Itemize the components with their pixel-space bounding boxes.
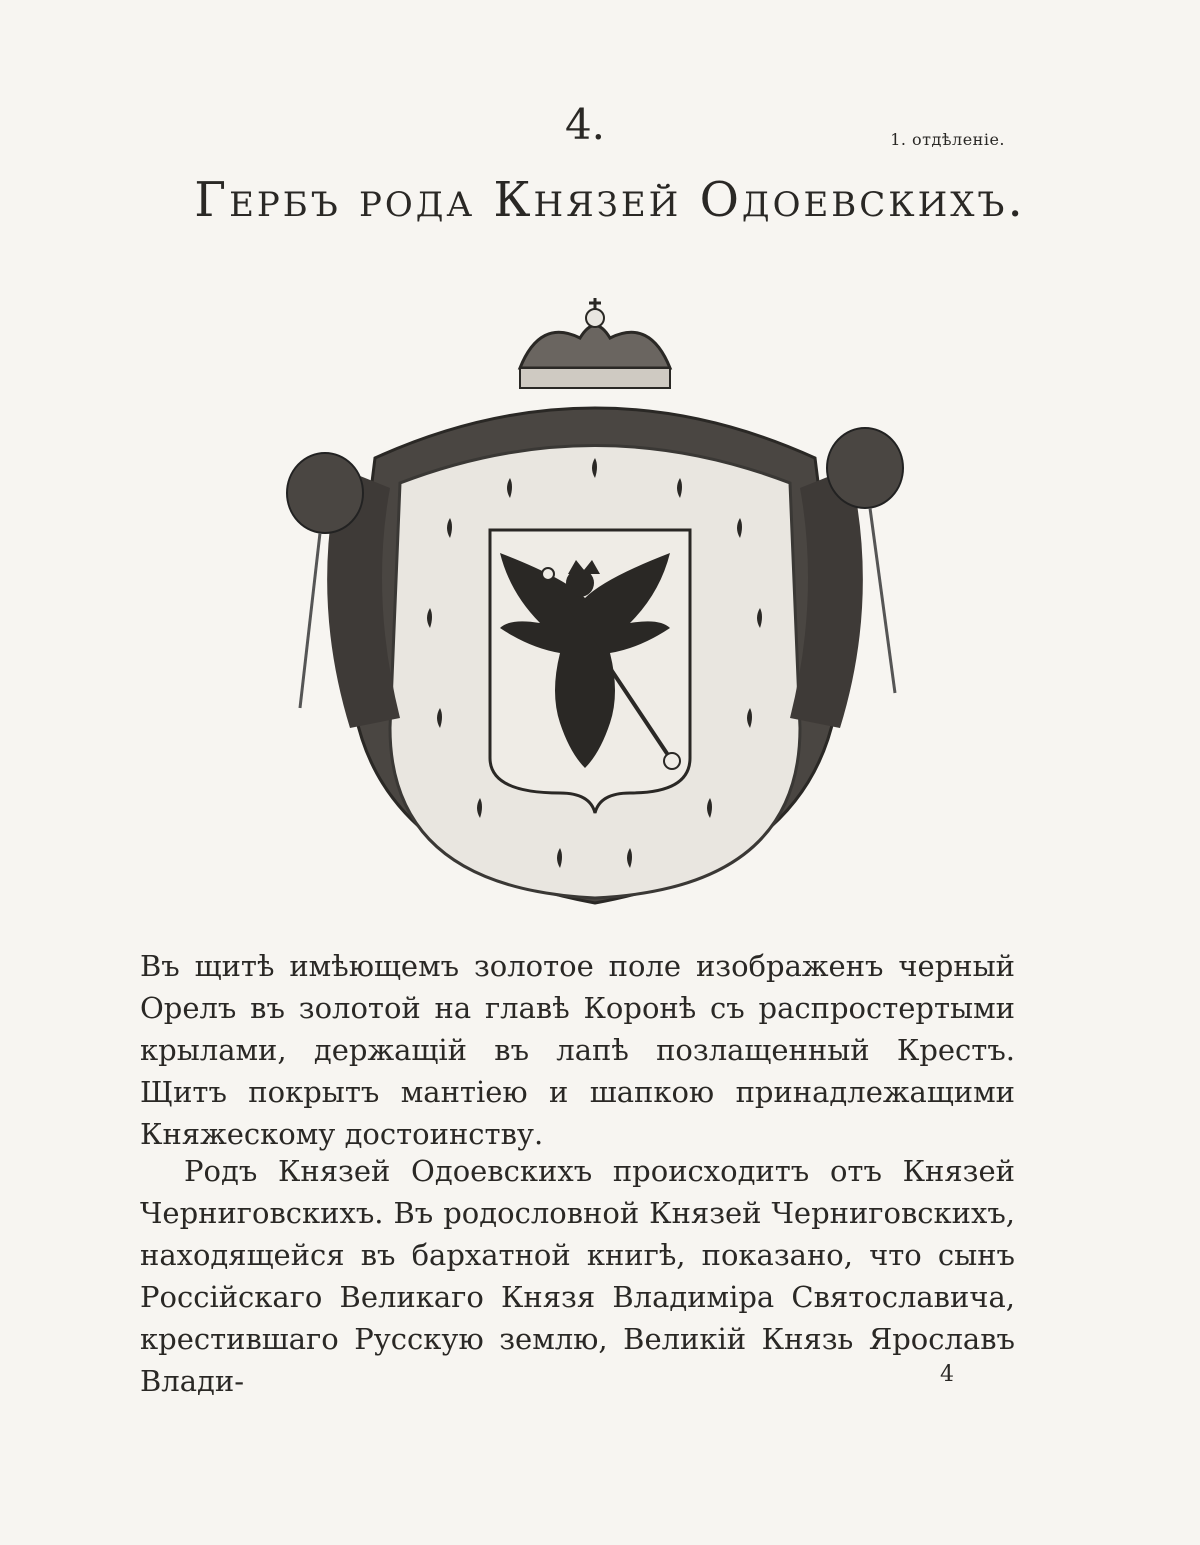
paragraph-text: Въ щитѣ имѣющемъ золотое поле изображенъ черный Орелъ въ золотой на главѣ Коронѣ съ распростертыми крылами, держащій въ лапѣ позлащенный Крестъ. Щитъ покрытъ мантіею и шапкою принадлежащими Княжескому достоинству.	[140, 949, 1015, 1151]
signature-number: 4	[940, 1362, 954, 1387]
paragraph-text: Родъ Князей Одоевскихъ происходитъ отъ Князей Черниговскихъ. Въ родословной Князей Черниговскихъ, находящейся въ бархатной книгѣ, показано, что сынъ Россійскаго Великаго Князя Владиміра Святославича, крестившаго Русскую землю, Великій Князь Ярославъ Влади-	[140, 1154, 1015, 1398]
paragraph-genealogy	[140, 1150, 1015, 1402]
section-label: 1. отдѣленіе.	[890, 130, 1005, 149]
page-title: Гербъ рода Князей Одоевскихъ.	[194, 172, 1026, 228]
page-number: 4.	[564, 100, 606, 149]
paragraph-description	[140, 945, 1015, 1155]
coat-of-arms-icon	[280, 298, 910, 918]
crown-icon	[520, 298, 670, 388]
right-knot-icon	[827, 428, 903, 508]
left-knot-icon	[287, 453, 363, 533]
